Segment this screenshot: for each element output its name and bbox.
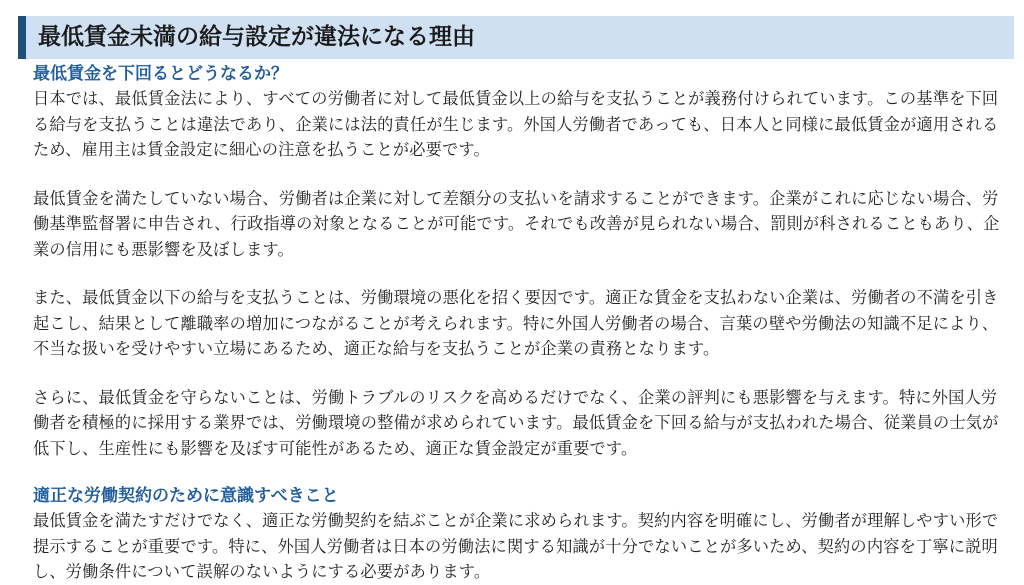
- paragraph: また、最低賃金以下の給与を支払うことは、労働環境の悪化を招く要因です。適正な賃金を支払わない企業は、労働者の不満を引き起こし、結果として離職率の増加につながることが考えられます。特に外国人労働者の場合、言葉の壁や労働法の知識不足により、不当な扱いを受けやすい立場にあるため、適正な給与を支払うことが企業の責務となります。: [33, 288, 999, 358]
- paragraph: さらに、最低賃金を守らないことは、労働トラブルのリスクを高めるだけでなく、企業の評判にも悪影響を与えます。特に外国人労働者を積極的に採用する業界では、労働環境の整備が求められています。最低賃金を下回る給与が支払われた場合、従業員の士気が低下し、生産性にも影響を及ぼす可能性があるため、適正な賃金設定が重要です。: [33, 387, 999, 458]
- page-header: [18, 16, 1014, 59]
- article-body: [33, 62, 1005, 585]
- paragraph: 最低賃金を満たすだけでなく、適正な労働契約を結ぶことが企業に求められます。契約内容を明確にし、労働者が理解しやすい形で提示することが重要です。特に、外国人労働者は日本の労働法に関する知識が十分でないことが多いため、契約の内容を丁寧に説明し、労働条件について誤解のないようにする必要があります。: [33, 511, 999, 581]
- paragraph: 日本では、最低賃金法により、すべての労働者に対して最低賃金以上の給与を支払うことが義務付けられています。この基準を下回る給与を支払うことは違法であり、企業には法的責任が生じます。外国人労働者であっても、日本人と同様に最低賃金が適用されるため、雇用主は賃金設定に細心の注意を払うことが必要です。: [33, 89, 999, 159]
- section-heading: 最低賃金を下回るとどうなるか？: [33, 64, 288, 84]
- section-heading: 適正な労働契約のために意識すべきこと: [33, 486, 339, 506]
- paragraph: 最低賃金を満たしていない場合、労働者は企業に対して差額分の支払いを請求することができます。企業がこれに応じない場合、労働基準監督署に申告され、行政指導の対象となることが可能です。それでも改善が見られない場合、罰則が科されることもあり、企業の信用にも悪影響を及ぼします。: [33, 188, 1000, 259]
- page-title: 最低賃金未満の給与設定が違法になる理由: [38, 24, 475, 50]
